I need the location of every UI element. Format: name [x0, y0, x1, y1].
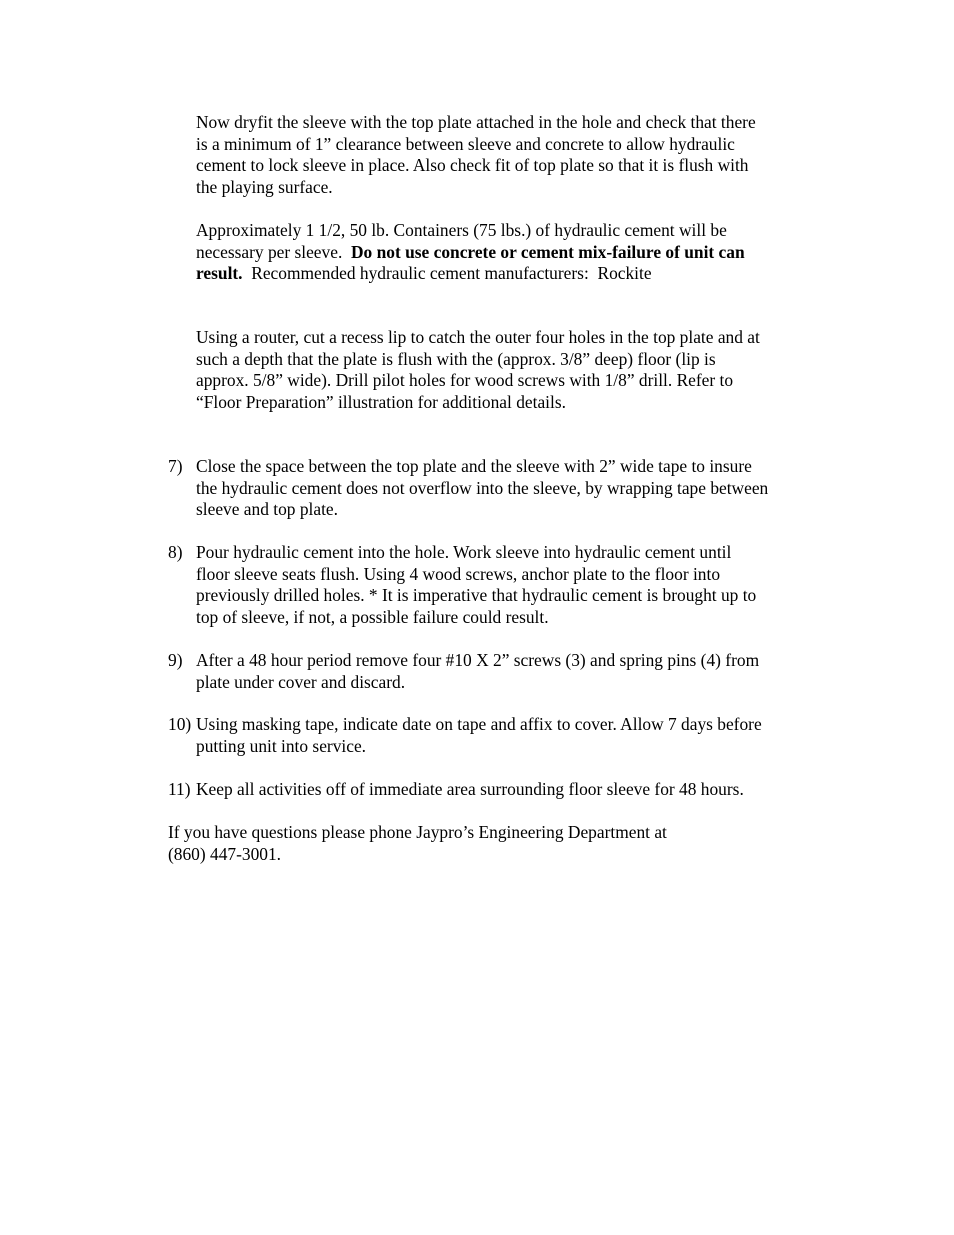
dryfit-line-3: cement to lock sleeve in place. Also check fit of top plate so that it is flush with — [196, 155, 749, 176]
dryfit-line-4: the playing surface. — [196, 176, 333, 197]
step-line: Using masking tape, indicate date on tape and affix to cover. Allow 7 days before — [196, 714, 762, 734]
step-line: plate under cover and discard. — [196, 671, 406, 692]
cement-line-1: Approximately 1 1/2, 50 lb. Containers (75 lbs.) of hydraulic cement will be — [196, 220, 727, 240]
router-paragraph — [196, 327, 821, 413]
step-line: previously drilled holes. * It is imperative that hydraulic cement is brought up to — [196, 585, 757, 606]
cement-line-2 — [196, 242, 821, 264]
step-line: floor sleeve seats flush. Using 4 wood screws, anchor plate to the floor into — [196, 563, 721, 584]
dryfit-paragraph — [196, 112, 821, 198]
step-number: 10) — [168, 714, 192, 734]
step-text — [196, 779, 826, 801]
step-line: Close the space between the top plate and the sleeve with 2” wide tape to insure — [196, 456, 752, 476]
step-text — [196, 714, 826, 757]
step-line: putting unit into service. — [196, 735, 367, 756]
step-line: sleeve and top plate. — [196, 499, 338, 520]
contact-phone: (860) 447-3001. — [168, 843, 282, 864]
cement-manufacturer-text: Recommended hydraulic cement manufacturers: Rockite — [242, 263, 652, 284]
step-text — [196, 456, 826, 521]
contact-paragraph — [168, 822, 828, 865]
step-number: 7) — [168, 456, 183, 476]
step-line: Keep all activities off of immediate area surrounding floor sleeve for 48 hours. — [196, 779, 744, 799]
router-line-2: such a depth that the plate is flush with the (approx. 3/8” deep) floor (lip is — [196, 348, 716, 369]
step-text — [196, 542, 826, 628]
dryfit-line-1: Now dryfit the sleeve with the top plate attached in the hole and check that there — [196, 112, 756, 132]
cement-quantity-paragraph — [196, 220, 821, 285]
cement-warning-part-2: result. — [196, 263, 243, 284]
step-number: 8) — [168, 542, 183, 562]
step-line: top of sleeve, if not, a possible failure could result. — [196, 606, 549, 627]
contact-line-1: If you have questions please phone Jaypro’s Engineering Department at — [168, 822, 667, 842]
step-number: 11) — [168, 779, 191, 799]
router-line-4: “Floor Preparation” illustration for additional details. — [196, 391, 566, 412]
router-line-3: approx. 5/8” wide). Drill pilot holes for wood screws with 1/8” drill. Refer to — [196, 370, 734, 391]
router-line-1: Using a router, cut a recess lip to catch the outer four holes in the top plate and at — [196, 327, 760, 347]
step-line: After a 48 hour period remove four #10 X 2” screws (3) and spring pins (4) from — [196, 650, 760, 670]
cement-line-3 — [196, 263, 821, 285]
cement-line-2-text: necessary per sleeve. — [196, 241, 351, 262]
cement-warning-part-1: Do not use concrete or cement mix-failure of unit can — [351, 241, 745, 262]
step-line: Pour hydraulic cement into the hole. Work sleeve into hydraulic cement until — [196, 542, 732, 562]
dryfit-line-2: is a minimum of 1” clearance between sleeve and concrete to allow hydraulic — [196, 133, 735, 154]
step-number: 9) — [168, 650, 183, 670]
step-line: the hydraulic cement does not overflow into the sleeve, by wrapping tape between — [196, 477, 769, 498]
step-text — [196, 650, 826, 693]
